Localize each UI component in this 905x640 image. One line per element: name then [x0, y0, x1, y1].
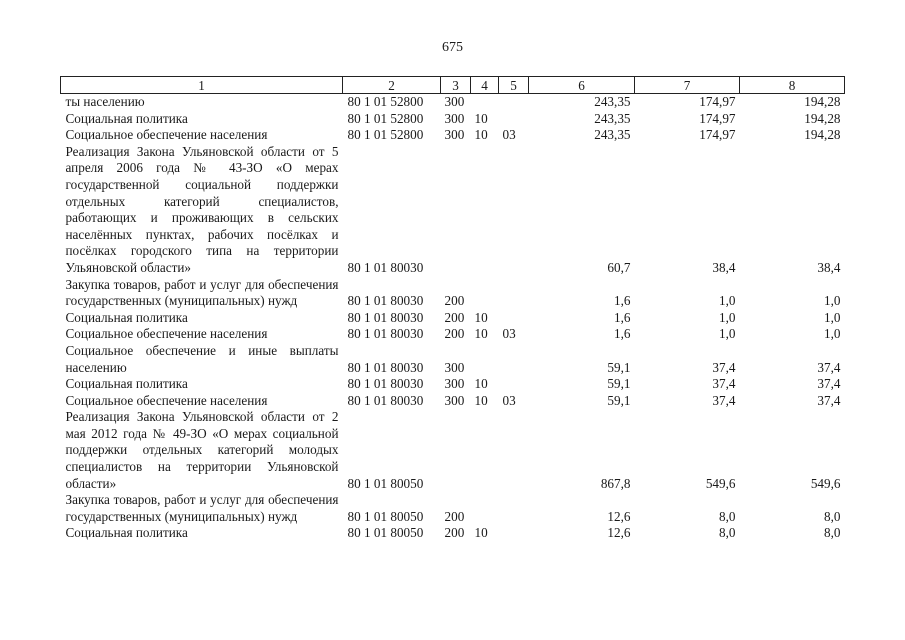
cell-col5: [499, 144, 529, 277]
cell-col5: 03: [502, 326, 516, 342]
cell-col4: [471, 409, 499, 492]
cell-value-6: 59,1: [607, 392, 631, 408]
cell-col3: 300: [444, 359, 465, 375]
cell-value-7: 174,97: [699, 127, 736, 143]
cell-col5: 03: [502, 127, 516, 143]
table-row: [61, 343, 845, 376]
cell-name: Социальная политика: [65, 525, 188, 541]
cell-value-7: 1,0: [719, 309, 736, 325]
table-row: [61, 525, 845, 542]
cell-value-8: 37,4: [817, 376, 841, 392]
cell-col3: 300: [444, 127, 465, 143]
cell-value-6: 12,6: [607, 508, 631, 524]
cell-value-8: 38,4: [817, 259, 841, 275]
cell-col3: 300: [444, 110, 465, 126]
cell-value-6: 59,1: [607, 359, 631, 375]
budget-table: [60, 76, 845, 542]
cell-col4: 10: [474, 326, 488, 342]
table-row: [61, 492, 845, 525]
cell-col5: [499, 409, 529, 492]
cell-value-6: 243,35: [594, 127, 631, 143]
cell-value-6: 243,35: [594, 110, 631, 126]
cell-col5: [499, 492, 529, 525]
cell-name: Социальное обеспечение населения: [65, 392, 268, 408]
cell-col3: 300: [444, 392, 465, 408]
cell-col3: 200: [444, 525, 465, 541]
cell-value-6: 867,8: [600, 475, 631, 491]
cell-code: 80 1 01 52800: [347, 94, 424, 109]
table-row: [61, 127, 845, 144]
cell-name: Закупка товаров, работ и услуг для обеспечения государственных (муниципальных) нужд: [65, 276, 339, 309]
cell-col3: 200: [444, 309, 465, 325]
cell-col4: 10: [474, 525, 488, 541]
cell-col4: [471, 94, 499, 111]
table-row: [61, 144, 845, 277]
cell-value-8: 1,0: [824, 309, 841, 325]
cell-name: Социальная политика: [65, 376, 188, 392]
cell-name: Закупка товаров, работ и услуг для обеспечения государственных (муниципальных) нужд: [65, 492, 339, 524]
cell-value-8: 549,6: [810, 475, 841, 491]
cell-col4: [471, 492, 499, 525]
cell-col5: [499, 525, 529, 542]
cell-name: Реализация Закона Ульяновской области от 2 мая 2012 года № 49-ЗО «О мерах социальной поддержки отдельных категорий молодых специалистов на территории Ульяновской области»: [65, 409, 339, 491]
cell-col3: 300: [444, 376, 465, 392]
cell-value-7: 37,4: [712, 376, 736, 392]
cell-name: Социальная политика: [65, 309, 188, 325]
cell-value-7: 174,97: [699, 110, 736, 126]
cell-value-8: 8,0: [824, 525, 841, 541]
column-header: 6: [529, 77, 635, 94]
cell-col5: [499, 310, 529, 327]
table-row: [61, 409, 845, 492]
cell-col3: 200: [444, 508, 465, 524]
table-row: [61, 326, 845, 343]
column-header: 3: [441, 77, 471, 94]
cell-value-6: 59,1: [607, 376, 631, 392]
cell-col4: [471, 343, 499, 376]
cell-value-8: 37,4: [817, 392, 841, 408]
cell-code: 80 1 01 80030: [347, 309, 424, 325]
table-row: [61, 111, 845, 128]
cell-value-6: 1,6: [614, 309, 631, 325]
cell-col3: 200: [444, 293, 465, 309]
cell-value-7: 549,6: [705, 475, 736, 491]
cell-code: 80 1 01 80050: [347, 508, 424, 524]
table-row: [61, 376, 845, 393]
table-header-row: [61, 77, 845, 94]
cell-code: 80 1 01 80050: [347, 525, 424, 541]
cell-col4: [471, 277, 499, 310]
cell-value-7: 1,0: [719, 326, 736, 342]
cell-value-8: 1,0: [824, 293, 841, 309]
column-header: 7: [635, 77, 740, 94]
cell-col5: [499, 111, 529, 128]
page-number: 675: [442, 40, 463, 55]
cell-code: 80 1 01 80030: [347, 359, 424, 375]
cell-col4: 10: [474, 392, 488, 408]
column-header: 1: [61, 77, 343, 94]
cell-name: Социальная политика: [65, 110, 188, 126]
cell-name: Социальное обеспечение населения: [65, 127, 268, 143]
column-header: 8: [740, 77, 845, 94]
cell-value-7: 37,4: [712, 359, 736, 375]
table-row: [61, 393, 845, 410]
cell-value-7: 8,0: [719, 508, 736, 524]
cell-name: Социальное обеспечение населения: [65, 326, 268, 342]
table-row: [61, 310, 845, 327]
cell-col4: 10: [474, 376, 488, 392]
cell-col3: [441, 144, 471, 277]
cell-col4: [471, 144, 499, 277]
cell-col4: 10: [474, 110, 488, 126]
column-header: 4: [471, 77, 499, 94]
cell-code: 80 1 01 80030: [347, 392, 424, 408]
table-row: [61, 277, 845, 310]
cell-col3: 200: [444, 326, 465, 342]
cell-value-7: 8,0: [719, 525, 736, 541]
cell-code: 80 1 01 80030: [347, 259, 424, 275]
cell-col3: [441, 409, 471, 492]
cell-value-6: 60,7: [607, 259, 631, 275]
cell-code: 80 1 01 52800: [347, 127, 424, 143]
cell-value-6: 243,35: [594, 94, 631, 109]
cell-value-8: 1,0: [824, 326, 841, 342]
cell-code: 80 1 01 80030: [347, 326, 424, 342]
cell-code: 80 1 01 80030: [347, 293, 424, 309]
cell-value-6: 1,6: [614, 326, 631, 342]
cell-value-6: 1,6: [614, 293, 631, 309]
cell-value-7: 37,4: [712, 392, 736, 408]
cell-value-8: 194,28: [804, 127, 841, 143]
cell-value-6: 12,6: [607, 525, 631, 541]
cell-col5: [499, 343, 529, 376]
cell-name: Социальное обеспечение и иные выплаты населению: [65, 342, 339, 375]
cell-value-8: 194,28: [804, 110, 841, 126]
cell-code: 80 1 01 80050: [347, 475, 424, 491]
column-header: 5: [499, 77, 529, 94]
cell-value-7: 174,97: [699, 94, 736, 109]
cell-value-8: 8,0: [824, 508, 841, 524]
cell-name: ты населению: [65, 94, 145, 109]
cell-value-8: 37,4: [817, 359, 841, 375]
table-row: [61, 94, 845, 111]
cell-code: 80 1 01 80030: [347, 376, 424, 392]
cell-value-8: 194,28: [804, 94, 841, 109]
cell-col5: [499, 376, 529, 393]
cell-value-7: 1,0: [719, 293, 736, 309]
cell-code: 80 1 01 52800: [347, 110, 424, 126]
cell-col5: [499, 94, 529, 111]
column-header: 2: [343, 77, 441, 94]
cell-col5: 03: [502, 392, 516, 408]
cell-col4: 10: [474, 309, 488, 325]
cell-col5: [499, 277, 529, 310]
cell-col3: 300: [444, 94, 465, 109]
cell-col4: 10: [474, 127, 488, 143]
cell-name: Реализация Закона Ульяновской области от 5 апреля 2006 года № 43-ЗО «О мерах государственной социальной поддержки отдельных категорий специалистов, работающих и проживающих в сельских населённых пунктах, рабочих посёлках и посёлках городского типа на территории Ульяновской области»: [65, 143, 339, 275]
cell-value-7: 38,4: [712, 259, 736, 275]
